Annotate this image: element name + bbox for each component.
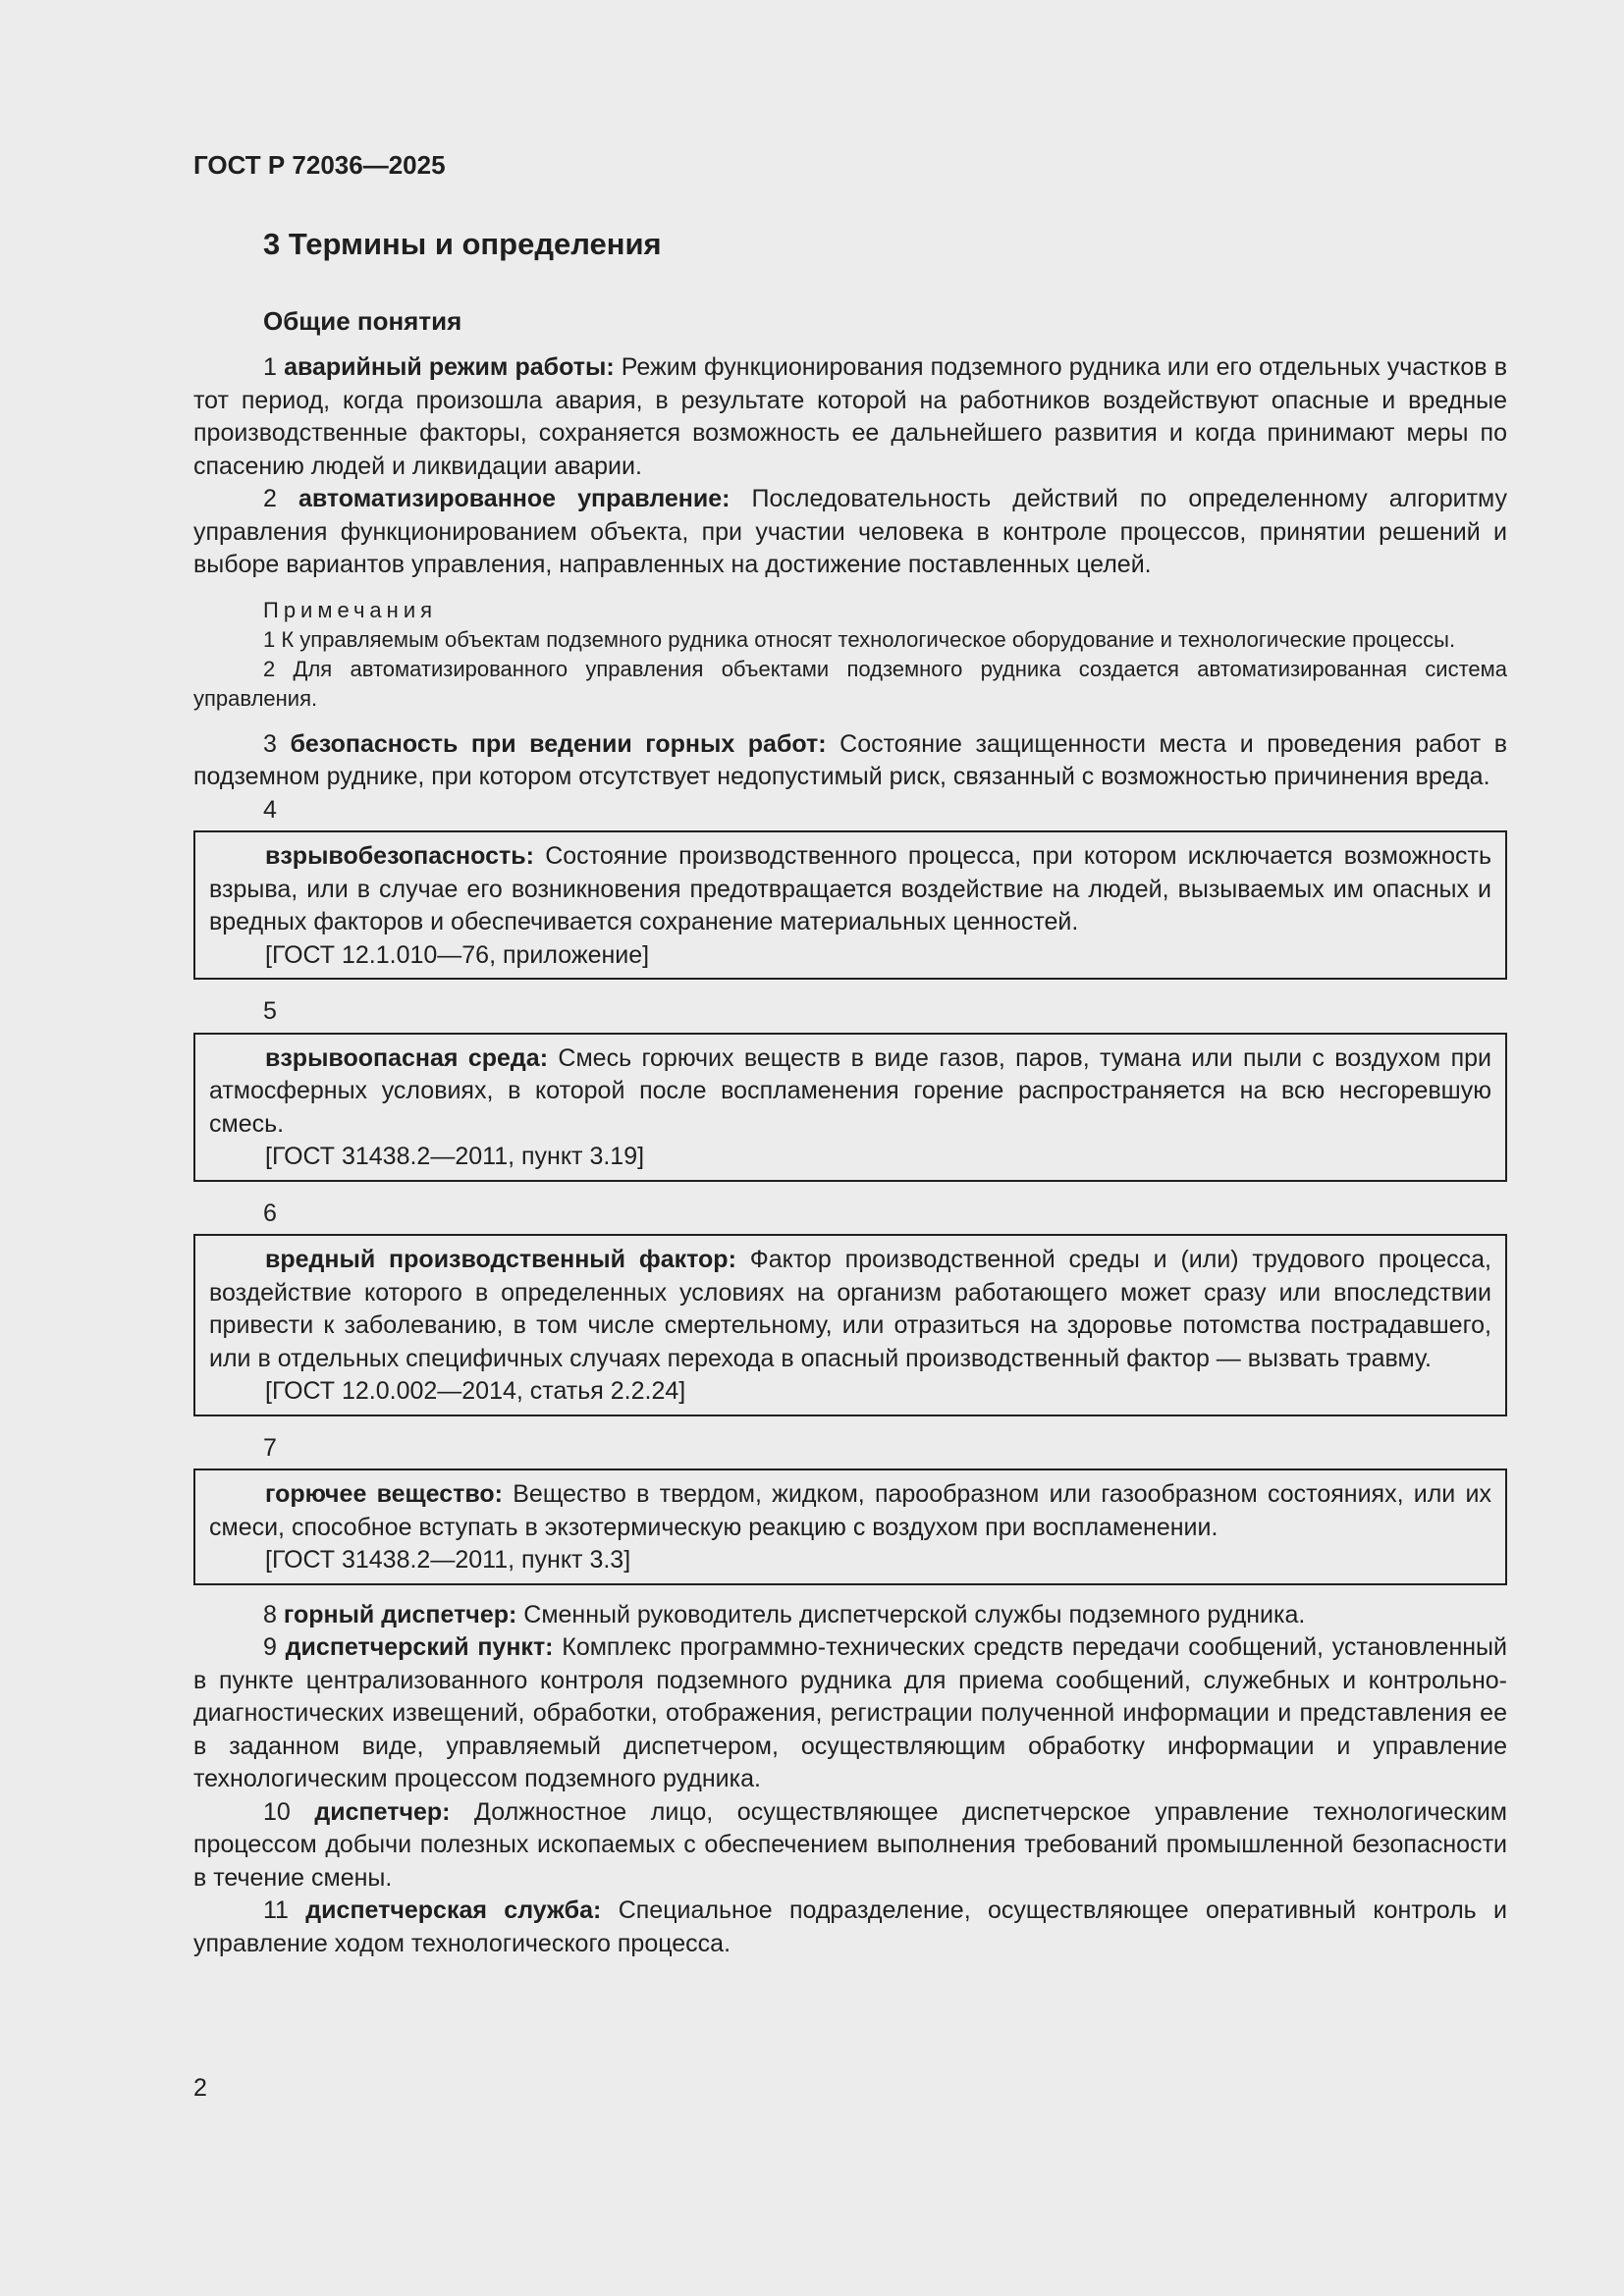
term-8 <box>193 1599 1507 1632</box>
term-5-number: 5 <box>263 997 277 1025</box>
term-name: безопасность при ведении горных работ: <box>290 729 827 758</box>
term-7-number: 7 <box>263 1433 277 1462</box>
term-source: [ГОСТ 31438.2—2011, пункт 3.19] <box>265 1143 645 1170</box>
term-name: взрывоопасная среда: <box>265 1043 549 1072</box>
term-definition: Фактор производственной среды и (или) трудового процесса, воздействие которого в определенных условиях на организм работающего может сразу или впоследствии привести к заболеванию, в том числе смертельному, или отразиться на здоровье потомства пострадавшего, или в отдельных специфичных случаях перехода в опасный производственный фактор — вызвать травму. <box>209 1246 1491 1372</box>
term-10 <box>193 1796 1507 1896</box>
term-number: 11 <box>263 1896 289 1924</box>
term-name: автоматизированное управление: <box>298 485 731 512</box>
term-name: диспетчерская служба: <box>305 1896 602 1924</box>
term-name: диспетчерский пункт: <box>285 1633 554 1661</box>
term-definition: Комплекс программно-технических средств передачи сообщений, установленный в пункте централизованного контроля подземного рудника для приема сообщений, служебных и контрольно-диагностических извещений, обработки, отображения, регистрации полученной информации и представления ее в заданном виде, управляемый диспетчером, осуществляющим обработку информации и управление технологическим процессом подземного рудника. <box>193 1633 1507 1792</box>
term-number: 9 <box>263 1633 277 1661</box>
term-number: 2 <box>263 485 277 512</box>
term-6 <box>209 1244 1491 1375</box>
term-7 <box>209 1478 1491 1544</box>
document-code: ГОСТ Р 72036—2025 <box>193 150 446 180</box>
term-6-number: 6 <box>263 1199 277 1227</box>
note-2: 2 Для автоматизированного управления объектами подземного рудника создается автоматизированная система управления. <box>193 656 1507 711</box>
term-definition: Вещество в твердом, жидком, парообразном или газообразном состояниях, или их смеси, способное вступать в экзотермическую реакцию с воздухом при воспламенении. <box>209 1480 1491 1541</box>
term-4-box <box>193 830 1507 980</box>
term-definition: Состояние защищенности места и проведения работ в подземном руднике, при котором отсутствует недопустимый риск, связанный с возможностью причинения вреда. <box>193 729 1507 790</box>
term-5 <box>209 1042 1491 1142</box>
term-source: [ГОСТ 12.1.010—76, приложение] <box>265 940 650 969</box>
term-9 <box>193 1631 1507 1796</box>
term-5-box <box>193 1033 1507 1182</box>
term-definition: Должностное лицо, осуществляющее диспетчерское управление технологическим процессом добычи полезных ископаемых с обеспечением выполнения требований промышленной безопасности в течение смены. <box>193 1797 1507 1892</box>
term-definition: Состояние производственного процесса, при котором исключается возможность взрыва, или в случае его возникновения предотвращается воздействие на людей, вызываемых им опасных и вредных факторов и обеспечивается сохранение материальных ценностей. <box>209 842 1491 935</box>
term-source: [ГОСТ 31438.2—2011, пункт 3.3] <box>265 1546 631 1574</box>
term-definition: Сменный руководитель диспетчерской службы подземного рудника. <box>523 1600 1306 1629</box>
term-definition: Режим функционирования подземного рудника или его отдельных участков в тот период, когда произошла авария, в результате которой на работников воздействуют опасные и вредные производственные факторы, сохраняется возможность ее дальнейшего развития и когда принимают меры по спасению людей и ликвидации аварии. <box>193 353 1507 480</box>
term-11 <box>193 1895 1507 1960</box>
term-definition: Последовательность действий по определенному алгоритму управления функционированием объекта, при участии человека в контроле процессов, принятии решений и выборе вариантов управления, направленных на достижение поставленных целей. <box>193 485 1507 578</box>
term-3 <box>193 728 1507 794</box>
term-source: [ГОСТ 12.0.002—2014, статья 2.2.24] <box>265 1377 686 1405</box>
term-number: 8 <box>263 1600 277 1629</box>
term-4-number: 4 <box>263 795 277 824</box>
term-4 <box>209 840 1491 939</box>
term-name: аварийный режим работы: <box>284 353 615 381</box>
term-6-box <box>193 1234 1507 1416</box>
document-page <box>193 149 1507 1960</box>
note-1: 1 К управляемым объектам подземного рудника относят технологическое оборудование и технологические процессы. <box>263 626 1456 652</box>
notes-heading: Примечания <box>263 597 438 622</box>
subsection-title: Общие понятия <box>263 306 462 336</box>
notes-block <box>193 596 1507 714</box>
term-definition: Специальное подразделение, осуществляющее оперативный контроль и управление ходом технологического процесса. <box>193 1896 1507 1957</box>
term-2 <box>193 483 1507 582</box>
term-name: вредный производственный фактор: <box>265 1246 736 1273</box>
term-name: взрывобезопасность: <box>265 842 534 870</box>
term-definition: Смесь горючих веществ в виде газов, паров, тумана или пыли с воздухом при атмосферных условиях, в которой после воспламенения горение распространяется на всю несгоревшую смесь. <box>209 1043 1491 1138</box>
term-name: диспетчер: <box>314 1797 451 1826</box>
term-7-box <box>193 1468 1507 1585</box>
section-title: 3 Термины и определения <box>263 227 662 261</box>
term-number: 3 <box>263 729 277 758</box>
term-name: горный диспетчер: <box>283 1600 517 1629</box>
term-number: 10 <box>263 1797 291 1826</box>
term-name: горючее вещество: <box>265 1480 503 1508</box>
term-1 <box>193 351 1507 483</box>
term-number: 1 <box>263 353 277 381</box>
page-number: 2 <box>193 2074 207 2102</box>
